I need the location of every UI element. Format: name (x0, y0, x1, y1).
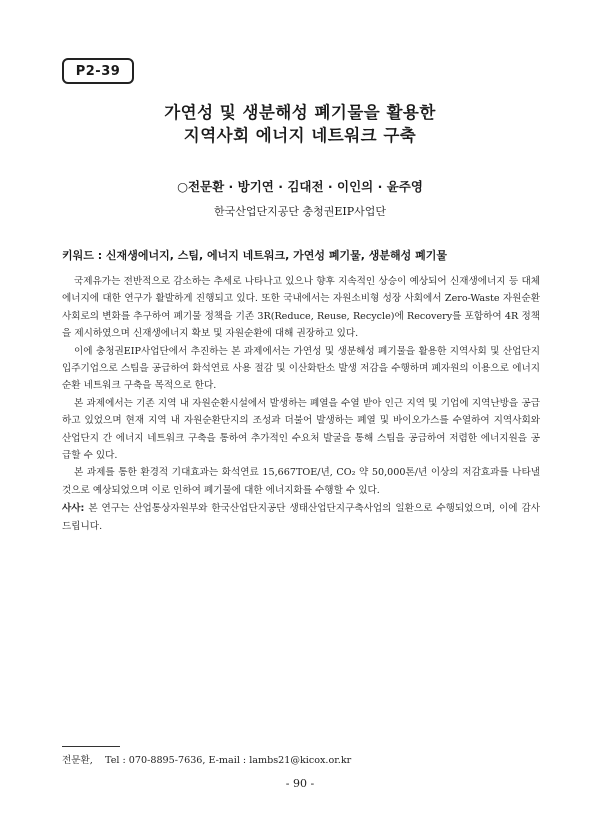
session-code-badge: P2-39 (62, 58, 134, 84)
page-number: - 90 - (285, 777, 315, 790)
acknowledgement-label: 사사: (62, 503, 85, 514)
author-list: ○전문환 · 방기연 · 김대전 · 이인의 · 윤주영 (177, 179, 423, 194)
footnote-divider (62, 746, 120, 747)
abstract-paragraph: 국제유가는 전반적으로 감소하는 추세로 나타나고 있으나 향후 지속적인 상승이 예상되어 신재생에너지 등 대체 에너지에 대한 연구가 활발하게 진행되고 있다. 또한 국내에서는 자원소비형 성장 사회에서 Zero-Waste 자원순환사회로의 변화를 추구하여 폐기물 정책을 기존 3R(Reduce, Reuse, Recycle)에 Recovery를 포함하여 4R 정책을 제시하였으며 신재생에너지 확보 및 자원순환에 대해 권장하고 있다. (62, 276, 540, 340)
abstract-paragraph: 본 과제에서는 기존 지역 내 자원순환시설에서 발생하는 폐열을 수열 받아 인근 지역 및 기업에 지역난방을 공급하고 있었으며 현재 지역 내 자원순환단지의 조성과 더불어 발생하는 폐열 및 바이오가스를 수열하여 지역사회와 산업단지 간 에너지 네트워크 구축을 통하여 추가적인 수요처 발굴을 통해 스팀을 공급하여 저렴한 에너지원을 공급할 수 있다. (62, 397, 540, 462)
paper-title-line-1: 가연성 및 생분해성 폐기물을 활용한 (164, 103, 436, 122)
paper-title-line-2: 지역사회 에너지 네트워크 구축 (183, 126, 417, 145)
acknowledgement (62, 500, 540, 535)
keywords: 키워드 : 신재생에너지, 스팀, 에너지 네트워크, 가연성 폐기물, 생분해성 폐기물 (62, 249, 447, 262)
corresponding-author-footnote: 전문환, Tel : 070-8895-7636, E-mail : lambs21@kicox.or.kr (62, 755, 352, 766)
abstract-paragraph: 이에 충청권EIP사업단에서 추진하는 본 과제에서는 가연성 및 생분해성 폐기물을 활용한 지역사회 및 산업단지 입주기업으로 스팀을 공급하여 화석연료 사용 절감 및 이산화탄소 발생 저감을 수행하며 폐자원의 이용으로 에너지순환 네트워크 구축을 목적으로 한다. (62, 345, 540, 392)
acknowledgement-text: 본 연구는 산업통상자원부와 한국산업단지공단 생태산업단지구축사업의 일환으로 수행되었으며, 이에 감사드립니다. (62, 503, 540, 532)
affiliation: 한국산업단지공단 충청권EIP사업단 (213, 205, 387, 218)
abstract-paragraph: 본 과제를 통한 환경적 기대효과는 화석연료 15,667TOE/년, CO₂ 약 50,000톤/년 이상의 저감효과를 나타낼 것으로 예상되었으며 이로 인하여 폐기물에 대한 에너지화를 수행할 수 있다. (62, 467, 540, 496)
abstract-body (62, 273, 540, 499)
